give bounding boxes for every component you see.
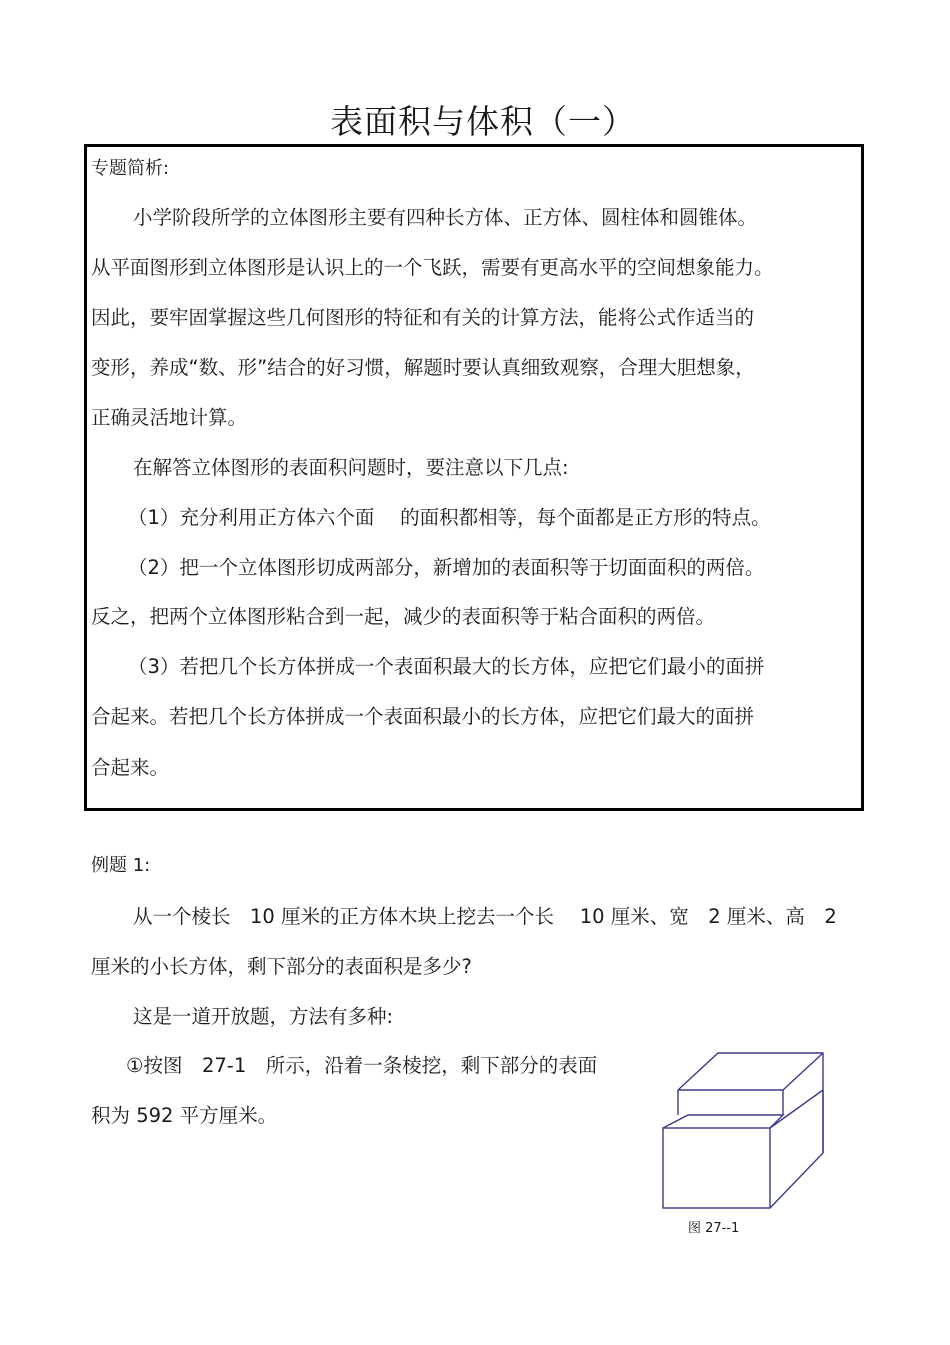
example-problem-line-1: 从一个棱长 10 厘米的正方体木块上挖去一个长 10 厘米、宽 2 厘米、高 2 [133, 905, 837, 928]
analysis-p1-line-1: 小学阶段所学的立体图形主要有四种长方体、正方体、圆柱体和圆锥体。 [133, 206, 758, 229]
method-1-line-2: 积为 592 平方厘米。 [91, 1104, 278, 1127]
analysis-p2: 在解答立体图形的表面积问题时，要注意以下几点: [133, 456, 569, 479]
method-1-line-1: ①按图 27-1 所示，沿着一条棱挖，剩下部分的表面 [126, 1054, 598, 1077]
analysis-point-3-line-1: （3）若把几个长方体拼成一个表面积最大的长方体，应把它们最小的面拼 [128, 655, 765, 678]
example-problem-line-2: 厘米的小长方体，剩下部分的表面积是多少? [91, 955, 472, 978]
analysis-p1-line-2: 从平面图形到立体图形是认识上的一个飞跃，需要有更高水平的空间想象能力。 [91, 256, 774, 279]
figure-27-1-cube-diagram [660, 1050, 830, 1215]
analysis-point-2-line-1: （2）把一个立体图形切成两部分，新增加的表面积等于切面面积的两倍。 [128, 556, 765, 579]
analysis-p1-line-4: 变形，养成“数、形”结合的好习惯，解题时要认真细致观察，合理大胆想象， [91, 356, 755, 379]
analysis-point-3-line-2: 合起来。若把几个长方体拼成一个表面积最小的长方体，应把它们最大的面拼 [91, 705, 755, 728]
analysis-p1-line-5: 正确灵活地计算。 [91, 406, 248, 429]
cube-lines [663, 1053, 823, 1208]
figure-caption: 图 27--1 [688, 1221, 740, 1236]
analysis-heading: 专题简析: [91, 158, 170, 179]
analysis-point-2-line-2: 反之，把两个立体图形粘合到一起，减少的表面积等于粘合面积的两倍。 [91, 605, 716, 628]
analysis-point-3-line-3: 合起来。 [91, 756, 170, 779]
page-title: 表面积与体积（一） [330, 102, 636, 141]
example-heading: 例题 1: [91, 855, 151, 876]
analysis-p1-line-3: 因此，要牢固掌握这些几何图形的特征和有关的计算方法，能将公式作适当的 [91, 306, 755, 329]
analysis-point-1: （1）充分利用正方体六个面 的面积都相等，每个面都是正方形的特点。 [128, 506, 771, 529]
example-note: 这是一道开放题，方法有多种: [133, 1005, 394, 1028]
